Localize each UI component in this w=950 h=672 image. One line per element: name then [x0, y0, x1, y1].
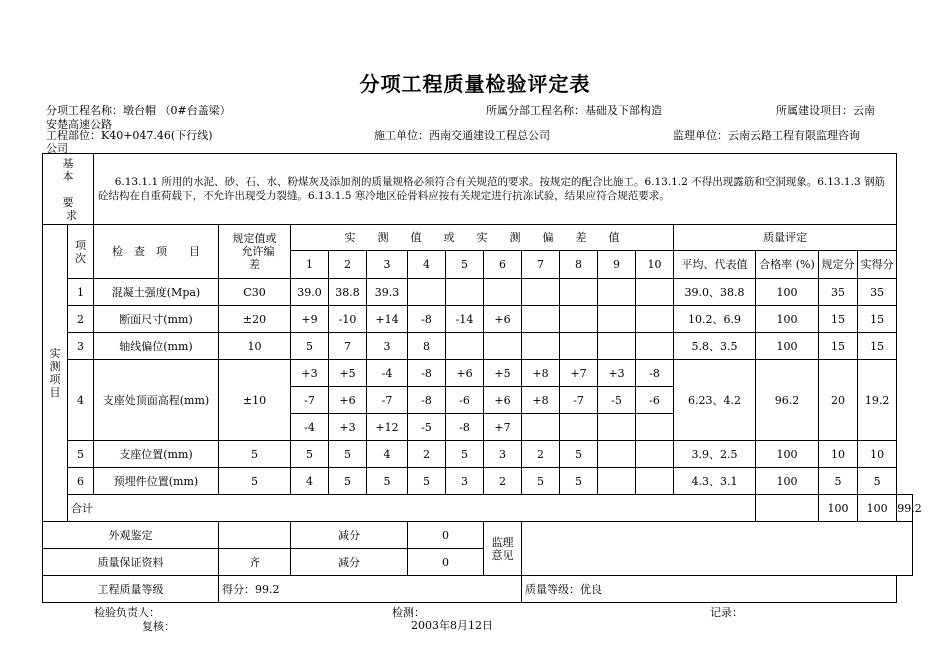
tester-label: 检测： [392, 606, 425, 619]
point-header: 3 [367, 251, 408, 279]
division-name: 所属分部工程名称：基础及下部构造 [486, 104, 662, 117]
reviewer-label: 复核： [142, 620, 175, 633]
row-full: 15 [819, 306, 858, 333]
measured-value: 3 [484, 441, 522, 468]
total-full: 100 [858, 495, 897, 522]
measured-value [598, 468, 636, 495]
evaluation-table [42, 153, 922, 603]
measured-value: 2 [484, 468, 522, 495]
eval-header-score: 实得分 [858, 251, 897, 279]
table-row [43, 279, 913, 306]
measured-value: +5 [484, 360, 522, 387]
inspector-label: 检验负责人： [94, 606, 160, 619]
measured-value: 5 [367, 468, 408, 495]
measured-value: +3 [598, 360, 636, 387]
measured-value: +12 [367, 414, 408, 441]
measured-value: -8 [636, 360, 674, 387]
supervisor-opinion-label: 监理 意见 [484, 522, 522, 576]
measured-value [636, 333, 674, 360]
quality-docs-status: 齐 [219, 549, 291, 576]
row-avg: 3.9、2.5 [674, 441, 756, 468]
row-avg: 10.2、6.9 [674, 306, 756, 333]
measured-value [484, 333, 522, 360]
point-header: 5 [446, 251, 484, 279]
measured-value [522, 306, 560, 333]
row-spec: 10 [219, 333, 291, 360]
measured-value: 2 [522, 441, 560, 468]
supervisor-opinion [522, 522, 913, 576]
page-title: 分项工程质量检验评定表 [359, 72, 591, 96]
measured-value [446, 333, 484, 360]
measured-value [560, 306, 598, 333]
eval-header-full: 规定分 [819, 251, 858, 279]
row-avg: 5.8、3.5 [674, 333, 756, 360]
row-rate: 100 [756, 306, 819, 333]
recorder-label: 记录： [710, 606, 743, 619]
row-full: 15 [819, 333, 858, 360]
measured-value [598, 441, 636, 468]
measured-value: +6 [446, 360, 484, 387]
measured-value [522, 279, 560, 306]
row-item: 支座处顶面高程(mm) [94, 360, 219, 441]
eval-header-avg: 平均、代表值 [674, 251, 756, 279]
col-spec-header: 规定值或 允许编 差 [219, 225, 291, 279]
grade-row [43, 576, 913, 603]
row-no: 2 [68, 306, 94, 333]
supervisor-b: 公司 [46, 142, 68, 155]
project-name-b: 安楚高速公路 [46, 118, 112, 131]
row-rate: 100 [756, 279, 819, 306]
point-header: 6 [484, 251, 522, 279]
row-full: 10 [819, 441, 858, 468]
measured-value: +14 [367, 306, 408, 333]
total-label: 合计 [68, 495, 756, 522]
quality-docs-label: 质量保证资料 [43, 549, 219, 576]
row-full: 20 [819, 360, 858, 441]
total-rate: 100 [819, 495, 858, 522]
col-item-header: 检 查 项 目 [94, 225, 219, 279]
measured-value [560, 333, 598, 360]
col-no-header: 项 次 [68, 225, 94, 279]
measured-value: -5 [598, 387, 636, 414]
row-no: 4 [68, 360, 94, 441]
basic-req-text: 6.13.1.1 所用的水泥、砂、石、水、粉煤灰及添加剂的质量规格必须符合有关规范的要求。按规定的配合比施工。6.13.1.2 不得出现露筋和空洞现象。6.13.1.3 钢筋砼结构在自重荷载下，不允许出现受力裂缝。6.13.1.5 寒冷地区砼骨料应按有关规定进行抗冻试验，结果应符合规范要求。 [94, 154, 897, 225]
measured-value: 5 [560, 441, 598, 468]
item-name: 分项工程名称：墩台帽 （0#台盖梁） [46, 104, 231, 117]
row-spec: 5 [219, 441, 291, 468]
row-spec: ±10 [219, 360, 291, 441]
grade-label: 工程质量等级 [43, 576, 219, 603]
measured-value: +5 [329, 360, 367, 387]
measured-value: -5 [408, 414, 446, 441]
measured-value: -4 [291, 414, 329, 441]
row-no: 3 [68, 333, 94, 360]
row-score: 19.2 [858, 360, 897, 441]
measured-value: 38.8 [329, 279, 367, 306]
measured-value: +8 [522, 360, 560, 387]
row-score: 15 [858, 333, 897, 360]
measured-value: 7 [329, 333, 367, 360]
measured-value: +7 [484, 414, 522, 441]
measured-value [522, 333, 560, 360]
measured-value [636, 414, 674, 441]
section-label: 实 测 项 目 [43, 225, 68, 522]
point-header: 4 [408, 251, 446, 279]
appearance-deduct-label: 减分 [291, 522, 408, 549]
row-full: 5 [819, 468, 858, 495]
grade-level: 质量等级：优良 [522, 576, 897, 603]
row-avg: 4.3、3.1 [674, 468, 756, 495]
point-header: 8 [560, 251, 598, 279]
measured-value: -7 [367, 387, 408, 414]
measured-value [560, 414, 598, 441]
appearance-status [219, 522, 291, 549]
row-item: 断面尺寸(mm) [94, 306, 219, 333]
measured-value: -8 [408, 387, 446, 414]
measured-value [598, 414, 636, 441]
total-row [43, 495, 913, 522]
measured-value: +6 [329, 387, 367, 414]
table-row [43, 306, 913, 333]
row-rate: 100 [756, 468, 819, 495]
measured-value [636, 468, 674, 495]
row-spec: ±20 [219, 306, 291, 333]
measured-value: 5 [291, 333, 329, 360]
eval-header-rate: 合格率 (%) [756, 251, 819, 279]
measured-value: -8 [446, 414, 484, 441]
measured-value: +7 [560, 360, 598, 387]
measured-value: +8 [522, 387, 560, 414]
col-eval-header: 质量评定 [674, 225, 897, 251]
measured-value: 5 [329, 441, 367, 468]
row-avg: 6.23、4.2 [674, 360, 756, 441]
grade-score: 得分：99.2 [219, 576, 522, 603]
measured-value: -4 [367, 360, 408, 387]
measured-value: 8 [408, 333, 446, 360]
row-item: 支座位置(mm) [94, 441, 219, 468]
point-header: 1 [291, 251, 329, 279]
table-row [43, 360, 913, 387]
table-row [43, 441, 913, 468]
measured-value [636, 306, 674, 333]
row-item: 预埋件位置(mm) [94, 468, 219, 495]
table-row [43, 468, 913, 495]
date: 2003年8月12日 [411, 619, 493, 632]
measured-value: 5 [291, 441, 329, 468]
measured-value: -6 [636, 387, 674, 414]
row-avg: 39.0、38.8 [674, 279, 756, 306]
measured-value: -14 [446, 306, 484, 333]
project-name-a: 所属建设项目：云南 [776, 104, 875, 117]
measured-value: 5 [522, 468, 560, 495]
total-score: 99.2 [897, 495, 913, 522]
measured-value: +9 [291, 306, 329, 333]
point-header: 7 [522, 251, 560, 279]
point-header: 10 [636, 251, 674, 279]
measured-value: -7 [291, 387, 329, 414]
appearance-label: 外观鉴定 [43, 522, 219, 549]
measured-value: +3 [291, 360, 329, 387]
measured-value: 3 [367, 333, 408, 360]
measured-value: -7 [560, 387, 598, 414]
measured-value [598, 306, 636, 333]
measured-value: 3 [446, 468, 484, 495]
row-no: 5 [68, 441, 94, 468]
measured-value: +6 [484, 306, 522, 333]
row-item: 轴线偏位(mm) [94, 333, 219, 360]
basic-req-label: 基 本 要 求 [43, 154, 94, 225]
quality-docs-deduct: 0 [408, 549, 484, 576]
measured-value [484, 279, 522, 306]
measured-value [598, 279, 636, 306]
col-measured-header: 实 测 值 或 实 测 偏 差 值 [291, 225, 674, 251]
measured-value: 5 [560, 468, 598, 495]
row-score: 10 [858, 441, 897, 468]
measured-value: 4 [291, 468, 329, 495]
row-rate: 100 [756, 333, 819, 360]
measured-value: -8 [408, 360, 446, 387]
quality-docs-deduct-label: 减分 [291, 549, 408, 576]
row-spec: C30 [219, 279, 291, 306]
measured-value: 4 [367, 441, 408, 468]
measured-value: 39.3 [367, 279, 408, 306]
row-rate: 96.2 [756, 360, 819, 441]
measured-value [636, 279, 674, 306]
measured-value [560, 279, 598, 306]
measured-value: -10 [329, 306, 367, 333]
row-full: 35 [819, 279, 858, 306]
contractor: 施工单位：西南交通建设工程总公司 [374, 129, 550, 142]
measured-value [446, 279, 484, 306]
total-avg [756, 495, 819, 522]
row-no: 1 [68, 279, 94, 306]
point-header: 2 [329, 251, 367, 279]
measured-value: +6 [484, 387, 522, 414]
appearance-row [43, 522, 913, 549]
measured-value: 5 [329, 468, 367, 495]
measured-value: 5 [446, 441, 484, 468]
measured-value: 39.0 [291, 279, 329, 306]
point-header: 9 [598, 251, 636, 279]
row-score: 5 [858, 468, 897, 495]
row-no: 6 [68, 468, 94, 495]
measured-value: -6 [446, 387, 484, 414]
row-score: 35 [858, 279, 897, 306]
measured-value [636, 441, 674, 468]
measured-value [408, 279, 446, 306]
supervisor-a: 监理单位：云南云路工程有限监理咨询 [673, 129, 860, 142]
measured-value [598, 333, 636, 360]
row-rate: 100 [756, 441, 819, 468]
row-score: 15 [858, 306, 897, 333]
measured-value: -8 [408, 306, 446, 333]
row-item: 混凝土强度(Mpa) [94, 279, 219, 306]
measured-value: +3 [329, 414, 367, 441]
work-location: 工程部位：K40+047.46(下行线) [46, 129, 213, 142]
row-spec: 5 [219, 468, 291, 495]
table-row [43, 333, 913, 360]
measured-value [522, 414, 560, 441]
appearance-deduct: 0 [408, 522, 484, 549]
measured-value: 5 [408, 468, 446, 495]
measured-value: 2 [408, 441, 446, 468]
